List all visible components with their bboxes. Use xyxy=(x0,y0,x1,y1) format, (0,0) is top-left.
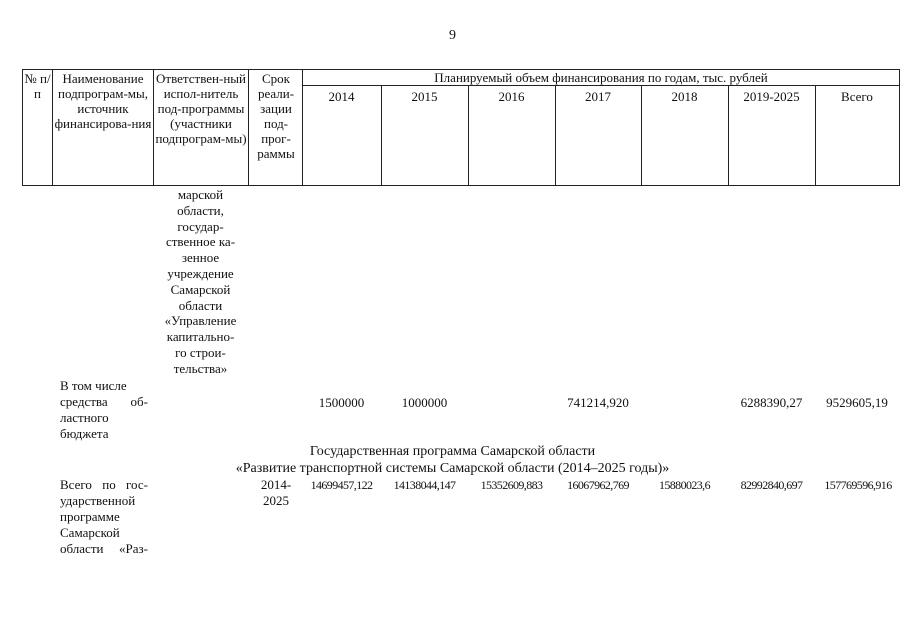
program-term: 2014- 2025 xyxy=(260,477,292,508)
regional-value: 1000000 xyxy=(401,395,448,410)
header-year: 2016 xyxy=(498,89,525,104)
header-year-total: Всего xyxy=(841,89,873,104)
regional-value: 6288390,27 xyxy=(740,395,803,410)
header-year: 2019-2025 xyxy=(743,89,800,104)
regional-value: 1500000 xyxy=(318,395,365,410)
program-total-value: 15352609,883 xyxy=(480,478,543,492)
header-year: 2017 xyxy=(585,89,611,104)
header-year: 2018 xyxy=(671,89,698,104)
header-col-funding: Планируемый объем финансирования по годам, тыс. рублей xyxy=(434,70,768,85)
col-divider xyxy=(248,69,249,186)
regional-value: 741214,920 xyxy=(567,395,629,410)
header-year: 2015 xyxy=(411,89,438,104)
col-divider xyxy=(302,69,303,186)
program-total-value: 15880023,6 xyxy=(658,478,710,492)
program-total-value: 14138044,147 xyxy=(393,478,456,492)
regional-budget-label: В том числе средства об- ластного бюджета xyxy=(60,378,148,441)
program-total-value: 14699457,122 xyxy=(310,478,373,492)
page-number: 9 xyxy=(449,28,456,43)
header-col-term: Срок реали-зации под-прог-раммы xyxy=(257,71,295,161)
header-year: 2014 xyxy=(328,89,355,104)
program-total-label: Всего по гос- ударственной программе Самарской области «Раз- xyxy=(60,477,148,556)
program-total-value: 82992840,697 xyxy=(740,478,803,492)
header-col-name: Наименование подпрограм-мы, источник финансирова-ния xyxy=(54,71,152,131)
executor-continued-text: марской области, государ- ственное ка- зенное учреждение Самарской области «Управление капитально- го строи- тельства» xyxy=(164,187,237,376)
regional-value-total: 9529605,19 xyxy=(826,395,888,410)
col-divider xyxy=(899,69,900,186)
col-divider xyxy=(153,69,154,186)
program-title-line1: Государственная программа Самарской области xyxy=(309,444,596,459)
year-header-divider xyxy=(302,85,900,86)
header-col-executor: Ответствен-ный испол-нитель под-программы (участники подпрограм-мы) xyxy=(155,71,247,146)
col-divider xyxy=(52,69,53,186)
header-col-number: № п/п xyxy=(24,71,51,101)
program-title-line2: «Развитие транспортной системы Самарской области (2014–2025 годы)» xyxy=(235,461,670,476)
program-total-value: 16067962,769 xyxy=(567,478,629,492)
program-total-value-sum: 157769596,916 xyxy=(824,478,892,492)
